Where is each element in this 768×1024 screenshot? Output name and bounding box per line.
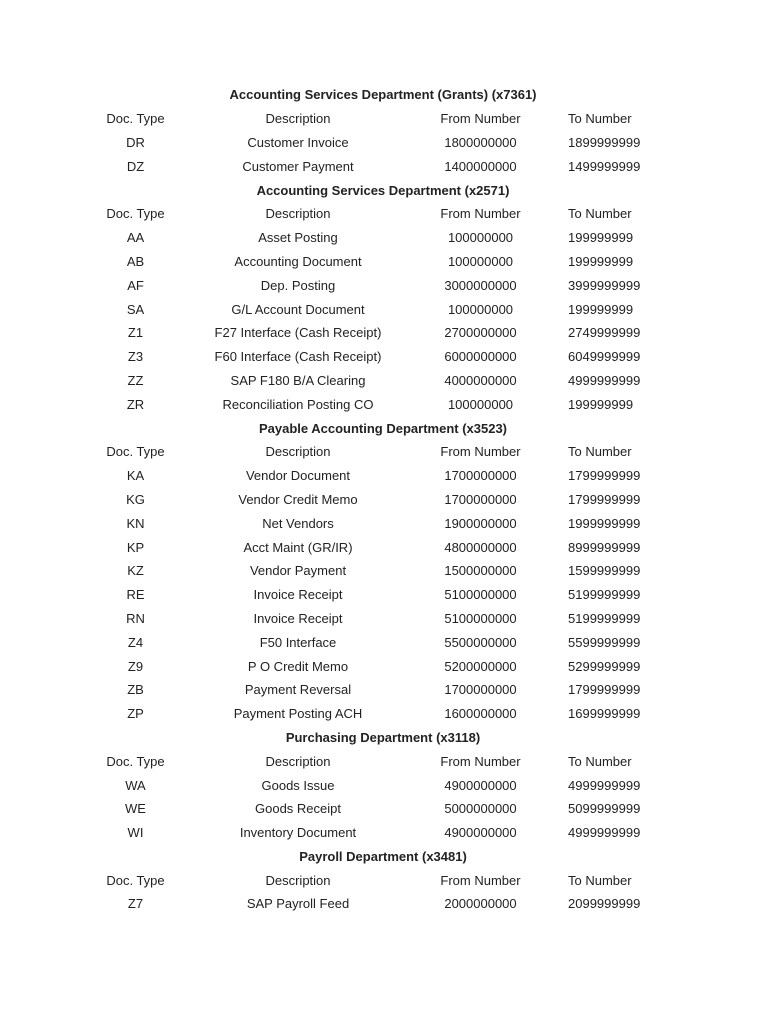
doc-type-cell: KA xyxy=(126,468,145,484)
doc-type-cell: DZ xyxy=(126,158,145,174)
header-doc-type: Doc. Type xyxy=(106,753,165,769)
to-number-cell: 3999999999 xyxy=(568,277,641,293)
to-number-cell: 1799999999 xyxy=(568,468,641,484)
from-number-cell: 2000000000 xyxy=(444,896,517,912)
doc-type-cell: RN xyxy=(126,610,145,626)
table-header-row xyxy=(0,202,768,226)
from-number-cell: 1600000000 xyxy=(444,706,517,722)
doc-type-cell: ZR xyxy=(126,396,145,412)
to-number-cell: 6049999999 xyxy=(568,349,641,365)
from-number-cell: 3000000000 xyxy=(444,277,517,293)
description-cell: Asset Posting xyxy=(258,230,338,246)
table-header-row xyxy=(0,749,768,773)
table-row xyxy=(0,250,768,274)
doc-type-cell: SA xyxy=(126,301,145,317)
header-description: Description xyxy=(265,111,331,127)
description-cell: Reconciliation Posting CO xyxy=(222,396,374,412)
description-cell: Invoice Receipt xyxy=(253,610,343,626)
to-number-cell: 5599999999 xyxy=(568,634,641,650)
table-row xyxy=(0,821,768,845)
description-cell: Net Vendors xyxy=(262,515,334,531)
description-cell: Acct Maint (GR/IR) xyxy=(243,539,353,555)
doc-type-cell: RE xyxy=(126,587,145,603)
from-number-cell: 5200000000 xyxy=(444,658,517,674)
to-number-cell: 199999999 xyxy=(568,301,634,317)
table-row xyxy=(0,583,768,607)
to-number-cell: 2099999999 xyxy=(568,896,641,912)
description-cell: Vendor Document xyxy=(245,468,351,484)
from-number-cell: 4800000000 xyxy=(444,539,517,555)
section-title-text: Accounting Services Department (Grants) (x7361) xyxy=(229,87,537,103)
header-to-number: To Number xyxy=(568,753,632,769)
to-number-cell: 5199999999 xyxy=(568,587,641,603)
description-cell: Payment Reversal xyxy=(244,682,352,698)
from-number-cell: 1400000000 xyxy=(444,158,517,174)
table-row xyxy=(0,369,768,393)
table-row xyxy=(0,678,768,702)
header-to-number: To Number xyxy=(568,111,632,127)
to-number-cell: 8999999999 xyxy=(568,539,641,555)
section-title xyxy=(0,83,768,107)
description-cell: Customer Payment xyxy=(242,158,354,174)
header-from-number: From Number xyxy=(440,872,521,888)
doc-type-cell: AB xyxy=(126,253,145,269)
to-number-cell: 5099999999 xyxy=(568,801,641,817)
table-row xyxy=(0,630,768,654)
to-number-cell: 1599999999 xyxy=(568,563,641,579)
table-row xyxy=(0,392,768,416)
from-number-cell: 5100000000 xyxy=(444,610,517,626)
table-row xyxy=(0,131,768,155)
description-cell: Inventory Document xyxy=(239,825,357,841)
from-number-cell: 1900000000 xyxy=(444,515,517,531)
table-row xyxy=(0,297,768,321)
doc-type-cell: Z7 xyxy=(127,896,144,912)
doc-type-cell: ZB xyxy=(127,682,144,698)
header-doc-type: Doc. Type xyxy=(106,206,165,222)
to-number-cell: 1499999999 xyxy=(568,158,641,174)
to-number-cell: 2749999999 xyxy=(568,325,641,341)
header-description: Description xyxy=(265,206,331,222)
description-cell: Invoice Receipt xyxy=(253,587,343,603)
description-cell: SAP F180 B/A Clearing xyxy=(230,372,366,388)
from-number-cell: 1500000000 xyxy=(444,563,517,579)
table-row xyxy=(0,226,768,250)
table-row xyxy=(0,464,768,488)
header-to-number: To Number xyxy=(568,444,632,460)
to-number-cell: 1999999999 xyxy=(568,515,641,531)
to-number-cell: 5199999999 xyxy=(568,610,641,626)
section-title-text: Payroll Department (x3481) xyxy=(299,848,467,864)
header-doc-type: Doc. Type xyxy=(106,111,165,127)
description-cell: Payment Posting ACH xyxy=(233,706,363,722)
section-title xyxy=(0,416,768,440)
section-title xyxy=(0,726,768,750)
to-number-cell: 1699999999 xyxy=(568,706,641,722)
table-row xyxy=(0,511,768,535)
doc-type-cell: AF xyxy=(127,277,144,293)
to-number-cell: 1899999999 xyxy=(568,134,641,150)
section-title-text: Accounting Services Department (x2571) xyxy=(256,182,510,198)
to-number-cell: 4999999999 xyxy=(568,777,641,793)
table-row xyxy=(0,273,768,297)
section-title-text: Payable Accounting Department (x3523) xyxy=(258,420,508,436)
description-cell: Accounting Document xyxy=(234,253,362,269)
doc-type-cell: Z9 xyxy=(127,658,144,674)
doc-type-cell: Z3 xyxy=(127,349,144,365)
description-cell: Vendor Credit Memo xyxy=(238,491,358,507)
from-number-cell: 100000000 xyxy=(447,301,514,317)
doc-type-cell: KG xyxy=(126,491,145,507)
description-cell: Goods Receipt xyxy=(255,801,341,817)
to-number-cell: 1799999999 xyxy=(568,682,641,698)
table-row xyxy=(0,892,768,916)
header-description: Description xyxy=(265,753,331,769)
header-from-number: From Number xyxy=(440,111,521,127)
header-from-number: From Number xyxy=(440,444,521,460)
table-row xyxy=(0,607,768,631)
from-number-cell: 1700000000 xyxy=(444,491,517,507)
to-number-cell: 199999999 xyxy=(568,230,634,246)
to-number-cell: 199999999 xyxy=(568,253,634,269)
to-number-cell: 1799999999 xyxy=(568,491,641,507)
description-cell: G/L Account Document xyxy=(231,301,365,317)
header-doc-type: Doc. Type xyxy=(106,872,165,888)
doc-type-cell: AA xyxy=(126,230,145,246)
table-header-row xyxy=(0,107,768,131)
table-row xyxy=(0,773,768,797)
from-number-cell: 4900000000 xyxy=(444,825,517,841)
doc-type-cell: ZZ xyxy=(127,372,144,388)
from-number-cell: 1800000000 xyxy=(444,134,517,150)
from-number-cell: 2700000000 xyxy=(444,325,517,341)
from-number-cell: 5100000000 xyxy=(444,587,517,603)
from-number-cell: 5500000000 xyxy=(444,634,517,650)
table-row xyxy=(0,154,768,178)
header-description: Description xyxy=(265,872,331,888)
from-number-cell: 4000000000 xyxy=(444,372,517,388)
table-header-row xyxy=(0,440,768,464)
doc-type-cell: WE xyxy=(125,801,146,817)
doc-type-cell: WI xyxy=(127,825,144,841)
from-number-cell: 5000000000 xyxy=(444,801,517,817)
from-number-cell: 1700000000 xyxy=(444,468,517,484)
description-cell: F50 Interface xyxy=(259,634,337,650)
description-cell: SAP Payroll Feed xyxy=(246,896,350,912)
doc-type-cell: KP xyxy=(126,539,145,555)
to-number-cell: 4999999999 xyxy=(568,825,641,841)
table-row xyxy=(0,345,768,369)
from-number-cell: 100000000 xyxy=(447,396,514,412)
from-number-cell: 100000000 xyxy=(447,253,514,269)
table-row xyxy=(0,559,768,583)
doc-type-cell: WA xyxy=(125,777,146,793)
to-number-cell: 199999999 xyxy=(568,396,634,412)
to-number-cell: 4999999999 xyxy=(568,372,641,388)
doc-type-cell: Z4 xyxy=(127,634,144,650)
header-from-number: From Number xyxy=(440,206,521,222)
table-row xyxy=(0,797,768,821)
description-cell: Vendor Payment xyxy=(249,563,347,579)
header-to-number: To Number xyxy=(568,206,632,222)
table-row xyxy=(0,535,768,559)
table-row xyxy=(0,702,768,726)
description-cell: P O Credit Memo xyxy=(247,658,349,674)
to-number-cell: 5299999999 xyxy=(568,658,641,674)
description-cell: Dep. Posting xyxy=(260,277,336,293)
table-row xyxy=(0,488,768,512)
table-row xyxy=(0,321,768,345)
from-number-cell: 1700000000 xyxy=(444,682,517,698)
doc-type-cell: DR xyxy=(126,134,145,150)
section-title xyxy=(0,845,768,869)
table-header-row xyxy=(0,868,768,892)
description-cell: Customer Invoice xyxy=(247,134,349,150)
description-cell: F27 Interface (Cash Receipt) xyxy=(214,325,382,341)
doc-type-cell: KN xyxy=(126,515,145,531)
doc-type-cell: ZP xyxy=(127,706,144,722)
header-to-number: To Number xyxy=(568,872,632,888)
from-number-cell: 4900000000 xyxy=(444,777,517,793)
section-title xyxy=(0,178,768,202)
doc-type-cell: KZ xyxy=(127,563,144,579)
description-cell: Goods Issue xyxy=(261,777,335,793)
doc-type-cell: Z1 xyxy=(127,325,144,341)
description-cell: F60 Interface (Cash Receipt) xyxy=(214,349,382,365)
header-description: Description xyxy=(265,444,331,460)
header-from-number: From Number xyxy=(440,753,521,769)
header-doc-type: Doc. Type xyxy=(106,444,165,460)
section-title-text: Purchasing Department (x3118) xyxy=(285,729,481,745)
from-number-cell: 100000000 xyxy=(447,230,514,246)
table-row xyxy=(0,654,768,678)
from-number-cell: 6000000000 xyxy=(444,349,517,365)
